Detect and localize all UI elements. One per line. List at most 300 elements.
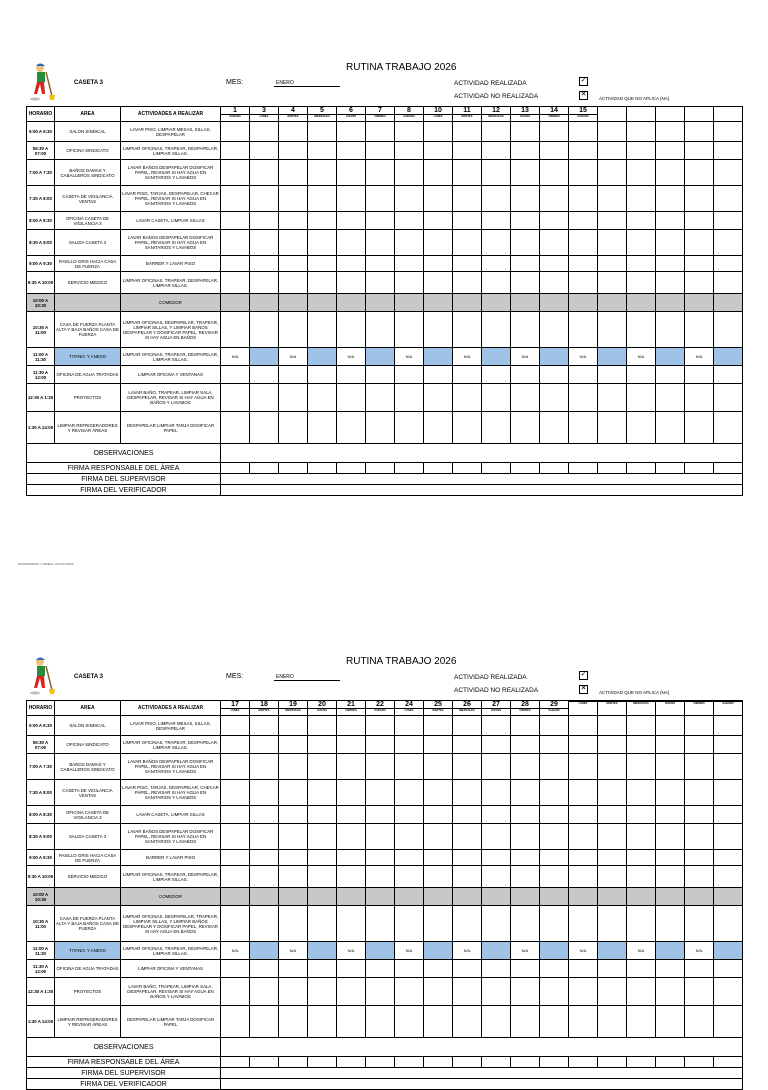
day-cell[interactable]: [627, 850, 656, 866]
day-cell[interactable]: [453, 230, 482, 256]
day-cell[interactable]: [453, 960, 482, 978]
day-cell[interactable]: [395, 256, 424, 272]
day-cell[interactable]: [569, 824, 598, 850]
day-cell[interactable]: [453, 384, 482, 412]
day-cell[interactable]: [308, 412, 337, 444]
na-cell[interactable]: N/A: [511, 348, 540, 366]
day-cell[interactable]: [221, 754, 250, 780]
day-cell[interactable]: [337, 160, 366, 186]
day-cell[interactable]: [569, 384, 598, 412]
day-cell[interactable]: [656, 230, 685, 256]
firma-cell[interactable]: [366, 463, 395, 474]
firma-cell[interactable]: [366, 1057, 395, 1068]
day-cell[interactable]: [337, 366, 366, 384]
day-cell[interactable]: [482, 716, 511, 736]
day-cell[interactable]: [453, 978, 482, 1006]
day-cell[interactable]: [279, 736, 308, 754]
day-cell[interactable]: [424, 906, 453, 942]
day-cell[interactable]: [685, 230, 714, 256]
day-cell[interactable]: [656, 780, 685, 806]
day-cell-blue[interactable]: [482, 348, 511, 366]
day-cell[interactable]: [221, 312, 250, 348]
day-cell[interactable]: [569, 780, 598, 806]
firma-cell[interactable]: [482, 463, 511, 474]
day-cell[interactable]: [366, 1006, 395, 1038]
firma-cell[interactable]: [221, 1057, 250, 1068]
day-cell[interactable]: [366, 256, 395, 272]
day-cell[interactable]: [714, 312, 743, 348]
day-cell[interactable]: [714, 978, 743, 1006]
na-cell[interactable]: N/A: [627, 942, 656, 960]
firma-cell[interactable]: [482, 1057, 511, 1068]
day-cell[interactable]: [308, 384, 337, 412]
day-cell[interactable]: [308, 866, 337, 888]
day-cell-blue[interactable]: [656, 942, 685, 960]
firma-supervisor-field[interactable]: [221, 474, 743, 485]
day-cell[interactable]: [221, 736, 250, 754]
day-cell[interactable]: [424, 160, 453, 186]
day-cell[interactable]: [685, 142, 714, 160]
day-cell[interactable]: [511, 978, 540, 1006]
day-cell[interactable]: [511, 736, 540, 754]
day-cell[interactable]: [598, 384, 627, 412]
day-cell[interactable]: [279, 888, 308, 906]
na-cell[interactable]: N/A: [279, 348, 308, 366]
day-cell[interactable]: [424, 806, 453, 824]
day-cell[interactable]: [482, 230, 511, 256]
day-cell-blue[interactable]: [424, 348, 453, 366]
day-cell[interactable]: [685, 716, 714, 736]
day-cell[interactable]: [424, 716, 453, 736]
day-cell[interactable]: [337, 412, 366, 444]
day-cell[interactable]: [714, 866, 743, 888]
day-cell[interactable]: [395, 780, 424, 806]
day-cell[interactable]: [482, 1006, 511, 1038]
na-cell[interactable]: N/A: [569, 348, 598, 366]
mes-value[interactable]: ENERO: [274, 80, 340, 87]
day-cell[interactable]: [279, 960, 308, 978]
day-cell[interactable]: [250, 960, 279, 978]
day-cell[interactable]: [453, 906, 482, 942]
day-cell[interactable]: [627, 866, 656, 888]
day-cell[interactable]: [366, 716, 395, 736]
day-cell[interactable]: [221, 716, 250, 736]
day-cell[interactable]: [714, 186, 743, 212]
day-cell[interactable]: [482, 824, 511, 850]
day-cell[interactable]: [395, 384, 424, 412]
day-cell[interactable]: [366, 888, 395, 906]
day-cell[interactable]: [511, 1006, 540, 1038]
day-cell[interactable]: [308, 272, 337, 294]
day-cell[interactable]: [598, 294, 627, 312]
day-cell[interactable]: [221, 1006, 250, 1038]
day-cell[interactable]: [714, 122, 743, 142]
day-cell[interactable]: [337, 850, 366, 866]
day-cell[interactable]: [424, 122, 453, 142]
day-cell[interactable]: [453, 754, 482, 780]
day-cell[interactable]: [308, 888, 337, 906]
day-cell[interactable]: [714, 160, 743, 186]
day-cell[interactable]: [540, 824, 569, 850]
day-cell[interactable]: [598, 160, 627, 186]
day-cell[interactable]: [656, 142, 685, 160]
day-cell[interactable]: [511, 122, 540, 142]
day-cell[interactable]: [279, 122, 308, 142]
day-cell-blue[interactable]: [366, 348, 395, 366]
day-cell[interactable]: [308, 850, 337, 866]
day-cell[interactable]: [221, 850, 250, 866]
day-cell[interactable]: [366, 366, 395, 384]
day-cell[interactable]: [598, 806, 627, 824]
day-cell[interactable]: [656, 754, 685, 780]
day-cell[interactable]: [511, 716, 540, 736]
day-cell[interactable]: [598, 906, 627, 942]
day-cell[interactable]: [598, 888, 627, 906]
day-cell[interactable]: [279, 412, 308, 444]
day-cell[interactable]: [366, 212, 395, 230]
day-cell[interactable]: [250, 256, 279, 272]
firma-cell[interactable]: [569, 1057, 598, 1068]
day-cell[interactable]: [424, 888, 453, 906]
day-cell[interactable]: [511, 230, 540, 256]
firma-cell[interactable]: [714, 1057, 743, 1068]
day-cell[interactable]: [395, 272, 424, 294]
day-cell[interactable]: [279, 160, 308, 186]
na-cell[interactable]: N/A: [221, 942, 250, 960]
firma-verificador-field[interactable]: [221, 485, 743, 496]
day-cell[interactable]: [424, 272, 453, 294]
day-cell[interactable]: [569, 186, 598, 212]
day-cell[interactable]: [337, 780, 366, 806]
day-cell[interactable]: [511, 754, 540, 780]
day-cell[interactable]: [337, 824, 366, 850]
day-cell[interactable]: [656, 906, 685, 942]
day-cell[interactable]: [221, 960, 250, 978]
day-cell[interactable]: [540, 366, 569, 384]
day-cell[interactable]: [221, 294, 250, 312]
day-cell[interactable]: [540, 272, 569, 294]
day-cell[interactable]: [540, 312, 569, 348]
day-cell[interactable]: [714, 412, 743, 444]
day-cell[interactable]: [482, 294, 511, 312]
day-cell[interactable]: [511, 888, 540, 906]
day-cell[interactable]: [337, 122, 366, 142]
firma-cell[interactable]: [308, 463, 337, 474]
day-cell[interactable]: [569, 960, 598, 978]
firma-supervisor-field[interactable]: [221, 1068, 743, 1079]
day-cell[interactable]: [714, 384, 743, 412]
day-cell-blue[interactable]: [308, 942, 337, 960]
day-cell[interactable]: [482, 960, 511, 978]
day-cell[interactable]: [685, 294, 714, 312]
day-cell[interactable]: [424, 978, 453, 1006]
day-cell[interactable]: [511, 780, 540, 806]
day-cell[interactable]: [627, 716, 656, 736]
day-cell[interactable]: [569, 716, 598, 736]
day-cell[interactable]: [250, 230, 279, 256]
day-cell[interactable]: [308, 906, 337, 942]
day-cell[interactable]: [598, 230, 627, 256]
day-cell[interactable]: [714, 780, 743, 806]
day-cell[interactable]: [656, 312, 685, 348]
firma-cell[interactable]: [424, 1057, 453, 1068]
day-cell-blue[interactable]: [598, 348, 627, 366]
day-cell[interactable]: [627, 754, 656, 780]
firma-cell[interactable]: [540, 1057, 569, 1068]
day-cell[interactable]: [511, 272, 540, 294]
day-cell[interactable]: [598, 866, 627, 888]
day-cell[interactable]: [656, 978, 685, 1006]
day-cell[interactable]: [453, 736, 482, 754]
day-cell[interactable]: [424, 384, 453, 412]
day-cell[interactable]: [221, 906, 250, 942]
day-cell[interactable]: [569, 850, 598, 866]
day-cell[interactable]: [395, 866, 424, 888]
day-cell[interactable]: [656, 160, 685, 186]
day-cell[interactable]: [569, 412, 598, 444]
day-cell[interactable]: [598, 366, 627, 384]
day-cell[interactable]: [656, 888, 685, 906]
day-cell[interactable]: [540, 806, 569, 824]
day-cell[interactable]: [598, 256, 627, 272]
day-cell-blue[interactable]: [656, 348, 685, 366]
firma-cell[interactable]: [337, 1057, 366, 1068]
day-cell[interactable]: [250, 906, 279, 942]
day-cell[interactable]: [627, 230, 656, 256]
day-cell[interactable]: [598, 736, 627, 754]
day-cell[interactable]: [453, 806, 482, 824]
day-cell[interactable]: [598, 122, 627, 142]
day-cell[interactable]: [627, 960, 656, 978]
day-cell[interactable]: [540, 256, 569, 272]
day-cell[interactable]: [714, 850, 743, 866]
day-cell[interactable]: [540, 736, 569, 754]
day-cell[interactable]: [395, 850, 424, 866]
day-cell[interactable]: [511, 366, 540, 384]
day-cell[interactable]: [424, 186, 453, 212]
day-cell[interactable]: [308, 978, 337, 1006]
day-cell[interactable]: [685, 1006, 714, 1038]
day-cell[interactable]: [366, 312, 395, 348]
day-cell[interactable]: [453, 256, 482, 272]
day-cell[interactable]: [221, 384, 250, 412]
day-cell[interactable]: [540, 384, 569, 412]
day-cell[interactable]: [395, 824, 424, 850]
day-cell[interactable]: [308, 960, 337, 978]
day-cell[interactable]: [453, 824, 482, 850]
day-cell[interactable]: [685, 256, 714, 272]
day-cell[interactable]: [482, 978, 511, 1006]
day-cell[interactable]: [395, 716, 424, 736]
day-cell[interactable]: [395, 806, 424, 824]
day-cell[interactable]: [308, 754, 337, 780]
day-cell[interactable]: [308, 256, 337, 272]
day-cell[interactable]: [627, 384, 656, 412]
day-cell[interactable]: [482, 272, 511, 294]
day-cell[interactable]: [685, 754, 714, 780]
day-cell[interactable]: [656, 736, 685, 754]
day-cell[interactable]: [424, 850, 453, 866]
day-cell[interactable]: [714, 888, 743, 906]
na-cell[interactable]: N/A: [569, 942, 598, 960]
day-cell[interactable]: [453, 312, 482, 348]
day-cell[interactable]: [627, 736, 656, 754]
day-cell[interactable]: [395, 294, 424, 312]
day-cell[interactable]: [511, 256, 540, 272]
day-cell[interactable]: [627, 160, 656, 186]
day-cell[interactable]: [685, 272, 714, 294]
day-cell[interactable]: [250, 384, 279, 412]
day-cell[interactable]: [395, 160, 424, 186]
firma-verificador-field[interactable]: [221, 1079, 743, 1090]
firma-cell[interactable]: [221, 463, 250, 474]
day-cell[interactable]: [685, 736, 714, 754]
day-cell[interactable]: [598, 212, 627, 230]
day-cell[interactable]: [511, 160, 540, 186]
day-cell[interactable]: [221, 866, 250, 888]
firma-cell[interactable]: [453, 1057, 482, 1068]
day-cell[interactable]: [250, 186, 279, 212]
firma-cell[interactable]: [598, 1057, 627, 1068]
day-cell[interactable]: [511, 294, 540, 312]
day-cell[interactable]: [424, 142, 453, 160]
day-cell[interactable]: [714, 736, 743, 754]
day-cell[interactable]: [250, 294, 279, 312]
day-cell[interactable]: [395, 186, 424, 212]
day-cell[interactable]: [627, 888, 656, 906]
day-cell[interactable]: [453, 850, 482, 866]
day-cell[interactable]: [685, 960, 714, 978]
day-cell[interactable]: [453, 122, 482, 142]
day-cell[interactable]: [366, 384, 395, 412]
day-cell[interactable]: [714, 272, 743, 294]
day-cell[interactable]: [221, 272, 250, 294]
day-cell[interactable]: [598, 960, 627, 978]
day-cell[interactable]: [569, 366, 598, 384]
day-cell[interactable]: [395, 212, 424, 230]
day-cell[interactable]: [685, 312, 714, 348]
observaciones-field[interactable]: [221, 444, 743, 463]
day-cell[interactable]: [569, 294, 598, 312]
firma-cell[interactable]: [279, 463, 308, 474]
day-cell[interactable]: [482, 312, 511, 348]
day-cell[interactable]: [569, 1006, 598, 1038]
day-cell[interactable]: [221, 160, 250, 186]
day-cell[interactable]: [714, 212, 743, 230]
day-cell[interactable]: [337, 866, 366, 888]
day-cell[interactable]: [482, 256, 511, 272]
day-cell[interactable]: [279, 978, 308, 1006]
firma-cell[interactable]: [656, 1057, 685, 1068]
day-cell[interactable]: [337, 312, 366, 348]
day-cell[interactable]: [685, 412, 714, 444]
day-cell[interactable]: [540, 850, 569, 866]
day-cell[interactable]: [308, 294, 337, 312]
day-cell-blue[interactable]: [308, 348, 337, 366]
day-cell[interactable]: [540, 780, 569, 806]
day-cell[interactable]: [627, 256, 656, 272]
day-cell[interactable]: [453, 780, 482, 806]
day-cell[interactable]: [250, 1006, 279, 1038]
firma-cell[interactable]: [395, 463, 424, 474]
day-cell[interactable]: [482, 866, 511, 888]
day-cell[interactable]: [308, 780, 337, 806]
day-cell[interactable]: [685, 122, 714, 142]
day-cell[interactable]: [569, 312, 598, 348]
day-cell[interactable]: [221, 978, 250, 1006]
day-cell[interactable]: [540, 212, 569, 230]
day-cell[interactable]: [714, 824, 743, 850]
day-cell[interactable]: [627, 366, 656, 384]
day-cell[interactable]: [424, 1006, 453, 1038]
day-cell[interactable]: [656, 384, 685, 412]
firma-cell[interactable]: [656, 463, 685, 474]
day-cell[interactable]: [714, 806, 743, 824]
firma-cell[interactable]: [540, 463, 569, 474]
na-cell[interactable]: N/A: [395, 348, 424, 366]
day-cell[interactable]: [221, 256, 250, 272]
day-cell[interactable]: [569, 230, 598, 256]
day-cell[interactable]: [569, 160, 598, 186]
day-cell[interactable]: [685, 906, 714, 942]
day-cell[interactable]: [656, 294, 685, 312]
day-cell[interactable]: [714, 716, 743, 736]
day-cell[interactable]: [337, 142, 366, 160]
day-cell[interactable]: [308, 806, 337, 824]
day-cell[interactable]: [279, 824, 308, 850]
day-cell[interactable]: [424, 366, 453, 384]
day-cell[interactable]: [395, 312, 424, 348]
day-cell[interactable]: [279, 212, 308, 230]
day-cell[interactable]: [221, 412, 250, 444]
day-cell[interactable]: [395, 122, 424, 142]
day-cell[interactable]: [453, 366, 482, 384]
day-cell[interactable]: [308, 186, 337, 212]
day-cell[interactable]: [250, 824, 279, 850]
day-cell[interactable]: [598, 754, 627, 780]
day-cell[interactable]: [540, 186, 569, 212]
day-cell[interactable]: [308, 1006, 337, 1038]
day-cell[interactable]: [627, 312, 656, 348]
day-cell[interactable]: [250, 866, 279, 888]
day-cell[interactable]: [656, 272, 685, 294]
day-cell[interactable]: [250, 142, 279, 160]
day-cell[interactable]: [511, 960, 540, 978]
firma-cell[interactable]: [511, 1057, 540, 1068]
day-cell[interactable]: [337, 230, 366, 256]
day-cell[interactable]: [482, 384, 511, 412]
day-cell[interactable]: [453, 412, 482, 444]
day-cell[interactable]: [540, 716, 569, 736]
day-cell[interactable]: [511, 142, 540, 160]
day-cell[interactable]: [308, 366, 337, 384]
day-cell[interactable]: [221, 806, 250, 824]
day-cell[interactable]: [424, 294, 453, 312]
day-cell-blue[interactable]: [540, 348, 569, 366]
day-cell[interactable]: [279, 384, 308, 412]
day-cell[interactable]: [279, 312, 308, 348]
na-cell[interactable]: N/A: [453, 942, 482, 960]
na-cell[interactable]: N/A: [453, 348, 482, 366]
day-cell-blue[interactable]: [482, 942, 511, 960]
day-cell[interactable]: [656, 212, 685, 230]
day-cell[interactable]: [656, 960, 685, 978]
day-cell[interactable]: [308, 736, 337, 754]
day-cell[interactable]: [627, 824, 656, 850]
na-cell[interactable]: N/A: [685, 942, 714, 960]
day-cell[interactable]: [540, 960, 569, 978]
day-cell[interactable]: [250, 850, 279, 866]
